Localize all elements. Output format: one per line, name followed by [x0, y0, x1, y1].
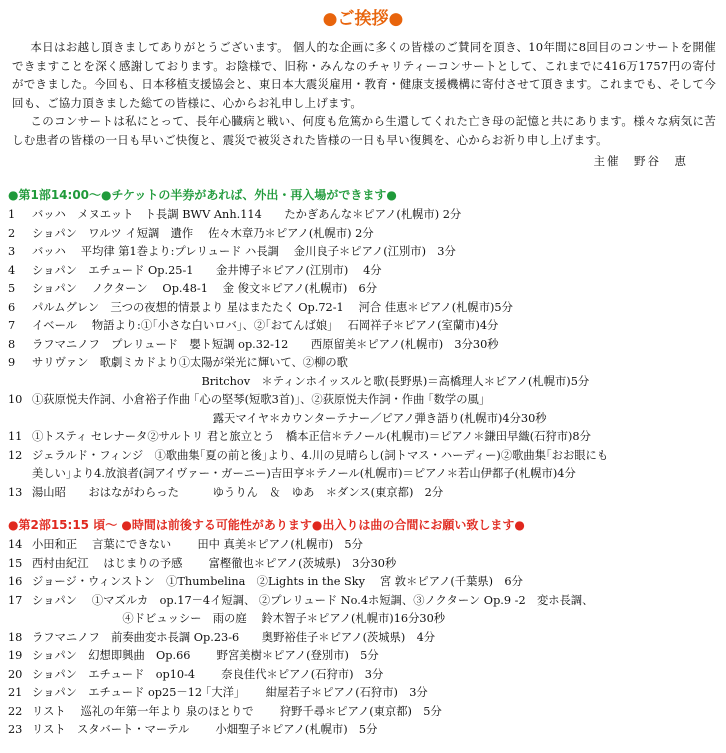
program-item-number: 12	[8, 448, 23, 462]
program-item	[8, 317, 720, 336]
program-item-text: リスト 巡礼の年第一年より 泉のほとりで 狩野千尋＊ピアノ(東京都) 5分	[32, 704, 442, 718]
program-item-continuation: Britchov ＊ティンホイッスルと歌(長野県)＝高橋理人＊ピアノ(札幌市)5分	[32, 374, 590, 388]
program-item-number: 4	[8, 263, 16, 277]
program-item-number: 16	[8, 575, 23, 588]
program-item-text: 小田和正 言葉にできない 田中 真美＊ピアノ(札幌市) 5分	[32, 538, 363, 551]
program-item-text: サリヴァン 歌劇ミカドより①太陽が栄光に輝いて、②柳の歌	[32, 356, 348, 369]
program-item-text: ラフマニノフ 前奏曲変ホ長調 Op.23-6 奥野裕佳子＊ピアノ(茨城県) 4分	[32, 630, 436, 644]
program-item-number: 10	[8, 393, 23, 406]
program-item	[8, 206, 720, 225]
program-item	[8, 428, 720, 447]
program-item-continuation: 美しい｣より4.放浪者(詞アイヴァー・ガーニー)吉田亨＊テノール(札幌市)＝ピアノ＊若山伊都子(札幌市)4分	[32, 467, 576, 480]
program-item	[8, 447, 720, 466]
program-item	[8, 243, 720, 262]
page-title: ●ご挨拶●	[322, 9, 404, 29]
program-item-text: イベール 物語より:①｢小さな白いロバ｣、②｢おてんば娘｣ 石岡祥子＊ピアノ(室蘭市)4分	[32, 319, 499, 332]
program-item-text: ショパン ①マズルカ op.17－4イ短調、 ②プレリュード No.4ホ短調、③ノクターン Op.9 -2 変ホ長調、	[32, 593, 594, 607]
program-item-text: ショパン エチュード op25－12 ｢大洋｣ 紺屋若子＊ピアノ(石狩市) 3分	[32, 686, 428, 699]
program-item-text: ジョージ・ウィンストン ①Thumbelina ②Lights in the Sky 宮 敦＊ピアノ(千葉県) 6分	[32, 575, 523, 588]
program-item	[8, 684, 720, 703]
program-item-number: 17	[8, 593, 23, 607]
program-item-number: 23	[8, 723, 23, 736]
program-item-text: バッハ メヌエット ト長調 BWV Anh.114 たかぎあんな＊ピアノ(札幌市) 2分	[32, 208, 462, 221]
program-item-text: パルムグレン 三つの夜想的情景より 星はまたたく Op.72-1 河合 佳恵＊ピアノ(札幌市)5分	[32, 300, 513, 314]
part2-header: ●第2部15:15 頃～ ●時間は前後する可能性があります●出入りは曲の合間にお願い致します●	[8, 518, 525, 532]
greeting-paragraph-2: このコンサートは私にとって、長年心臓病と戦い、何度も危篤から生還してくれた亡き母の記憶と共にあります。様々な病気に苦しむ患者の皆様の一日も早いご快復と、震災で被災された皆様の一日も早い復興を、心からお祈り申し上げます。	[12, 114, 716, 147]
program-item-text: ラフマニノフ プレリュード 嬰ト短調 op.32-12 西原留美＊ピアノ(札幌市) 3分30秒	[32, 337, 499, 351]
program-item-number: 18	[8, 630, 23, 644]
program-item-text: ①荻原悦夫作詞、小倉裕子作曲 ｢心の堅琴(短歌3首)｣、②荻原悦夫作詞・作曲 ｢数学の風｣	[32, 393, 485, 406]
program-item-text: バッハ 平均律 第1巻より:プレリュード ハ長調 金川良子＊ピアノ(江別市) 3分	[32, 245, 456, 258]
program-item	[8, 536, 720, 555]
program-item-number: 20	[8, 667, 23, 681]
program-item-text: ショパン エチュード op10-4 奈良佳代＊ピアノ(石狩市) 3分	[32, 667, 384, 681]
program-item	[8, 703, 720, 722]
program-item	[8, 354, 720, 373]
program-item-text: ショパン ワルツ イ短調 遺作 佐々木章乃＊ピアノ(札幌市) 2分	[32, 226, 374, 240]
program-item	[8, 592, 720, 611]
program-item-number: 8	[8, 337, 16, 351]
program-item-number: 7	[8, 319, 16, 332]
program-item-number: 3	[8, 245, 16, 258]
program-item-number: 9	[8, 356, 16, 369]
organizer-signature: 主催 野谷 恵	[593, 154, 688, 168]
program-item-text: ジェラルド・フィンジ ①歌曲集｢夏の前と後｣より、4.川の見晴らし(詞トマス・ハーディー)②歌曲集｢おお眼にも	[32, 448, 609, 462]
program-item-text: 湯山昭 おはながわらった ゆうりん ＆ ゆあ ＊ダンス(東京都) 2分	[32, 485, 444, 499]
program-item	[8, 555, 720, 574]
program-item	[8, 280, 720, 299]
program-item-text: ①トスティ セレナータ②サルトリ 君と旅立とう 橋本正信＊テノール(札幌市)＝ピアノ＊鎌田早織(石狩市)8分	[32, 430, 591, 443]
part1-program-list	[8, 206, 720, 502]
program-item	[8, 336, 720, 355]
program-item-text: ショパン ノクターン Op.48-1 金 俊文＊ピアノ(札幌市) 6分	[32, 282, 378, 295]
program-item-continuation: ④ドビュッシー 雨の庭 鈴木智子＊ピアノ(札幌市)16分30秒	[32, 612, 446, 625]
program-item-number: 11	[8, 430, 23, 443]
program-item	[8, 666, 720, 685]
program-item-number: 2	[8, 226, 16, 240]
program-item-text: リスト スタバート・マーテル 小畑聖子＊ピアノ(札幌市) 5分	[32, 723, 378, 736]
program-item	[8, 573, 720, 592]
greeting-paragraph-1: 本日はお越し頂きましてありがとうございます。 個人的な企画に多くの皆様のご賛同を頂き、10年間に8回目のコンサートを開催できますことを深く感謝しております。お陰様で、旧称・みんなのチャリティーコンサートとして、これまでに416万1757円の寄付ができました。今回も、日本移植支援協会と、東日本大震災雇用・教育・健康支援機構に寄付させて頂きます。これまでも、そして今回も、ご協力頂きました総ての皆様に、心からお礼申し上げます。	[12, 40, 716, 110]
program-item	[8, 647, 720, 666]
program-item-number: 21	[8, 686, 23, 699]
program-item	[8, 391, 720, 410]
program-item-number: 15	[8, 556, 23, 570]
program-item	[8, 721, 720, 740]
greeting-section	[12, 38, 716, 150]
program-item-number: 6	[8, 300, 16, 314]
program-item-text: ショパン エチュード Op.25-1 金井博子＊ピアノ(江別市) 4分	[32, 263, 382, 277]
part1-header: ●第1部14:00～●チケットの半券があれば、外出・再入場ができます●	[8, 188, 397, 202]
part2-program-list	[8, 536, 720, 740]
program-item-number: 13	[8, 485, 23, 499]
program-item-number: 1	[8, 208, 16, 221]
program-item-text: 西村由紀江 はじまりの予感 富樫徹也＊ピアノ(茨城県) 3分30秒	[32, 556, 397, 570]
program-item-number: 22	[8, 704, 23, 718]
program-item	[8, 262, 720, 281]
program-item	[8, 629, 720, 648]
program-item	[8, 225, 720, 244]
program-item	[8, 484, 720, 503]
program-item-number: 14	[8, 538, 23, 551]
program-item	[8, 299, 720, 318]
program-item-continuation: 露天マイヤ＊カウンターテナー／ピアノ弾き語り(札幌市)4分30秒	[32, 411, 547, 425]
program-item-text: ショパン 幻想即興曲 Op.66 野宮美樹＊ピアノ(登別市) 5分	[32, 649, 379, 662]
program-item-number: 19	[8, 649, 23, 662]
program-item-number: 5	[8, 282, 16, 295]
